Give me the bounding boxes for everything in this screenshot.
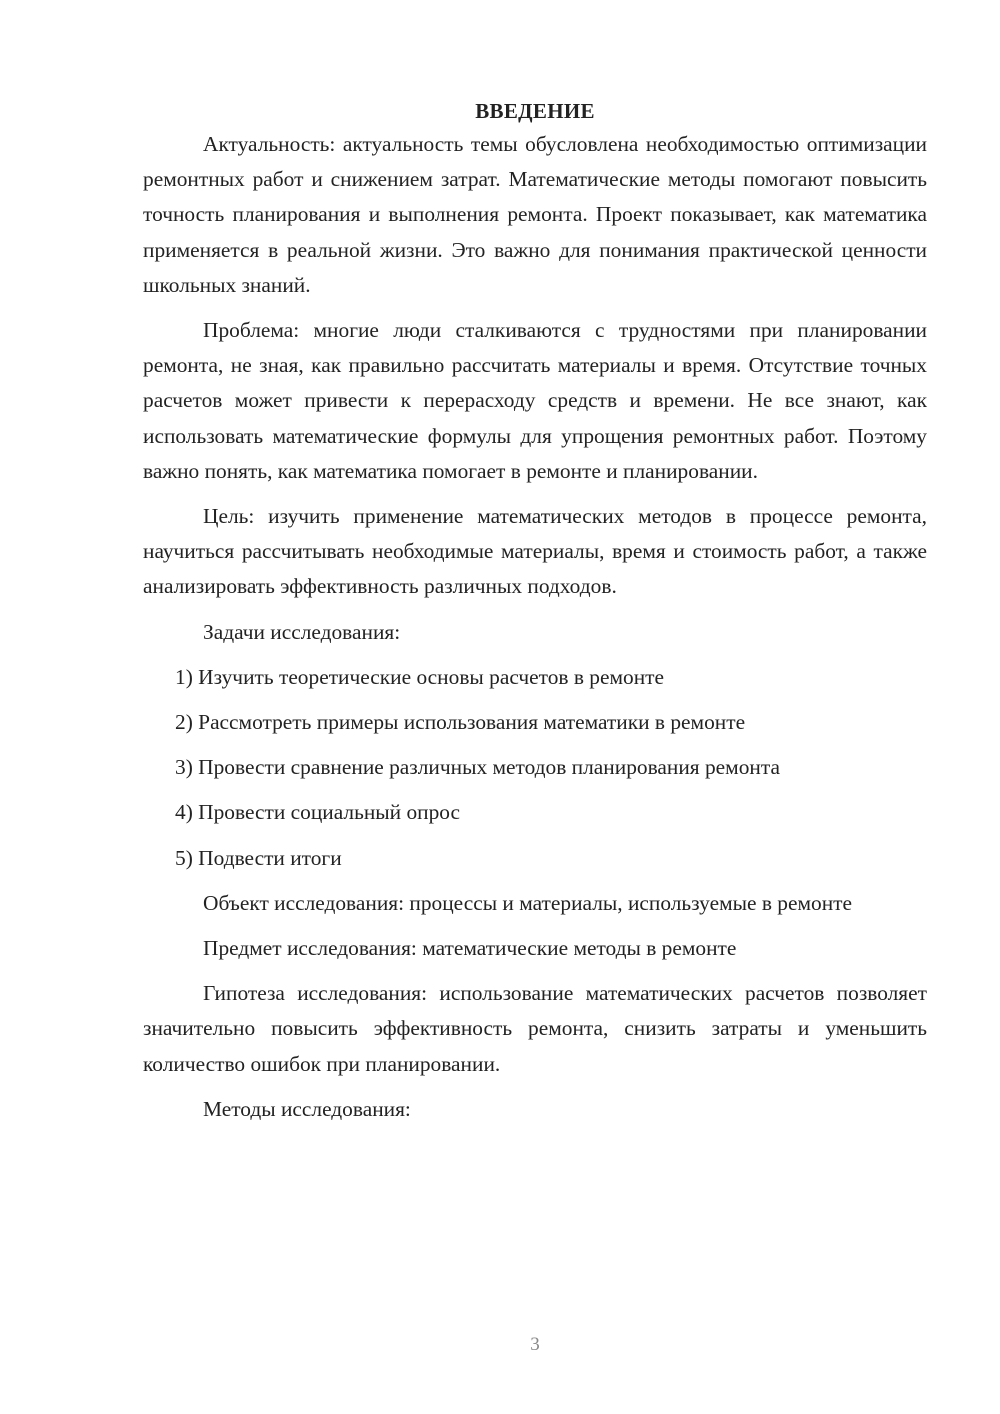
paragraph-hypothesis: Гипотеза исследования: использование математических расчетов позволяет значительно повысить эффективность ремонта, снизить затраты и уменьшить количество ошибок при планировании. — [143, 981, 927, 1076]
methods-heading: Методы исследования: — [203, 1096, 411, 1121]
paragraph-subject: Предмет исследования: математические методы в ремонте — [203, 936, 737, 961]
page-number: 3 — [530, 1334, 540, 1355]
task-item: 2) Рассмотреть примеры использования математики в ремонте — [175, 710, 746, 735]
paragraph-relevance: Актуальность: актуальность темы обусловлена необходимостью оптимизации ремонтных работ и снижением затрат. Математические методы помогают повысить точность планирования и выполнения ремонта. Проект показывает, как математика применяется в реальной жизни. Это важно для понимания практической ценности школьных знаний. — [143, 132, 927, 297]
task-item: 1) Изучить теоретические основы расчетов в ремонте — [175, 664, 665, 689]
section-title: ВВЕДЕНИЕ — [475, 99, 595, 123]
task-item: 5) Подвести итоги — [175, 845, 342, 870]
paragraph-goal: Цель: изучить применение математических методов в процессе ремонта, научиться рассчитывать необходимые материалы, время и стоимость работ, а также анализировать эффективность различных подходов. — [143, 504, 927, 599]
tasks-heading: Задачи исследования: — [203, 619, 401, 644]
page-content — [143, 95, 927, 1127]
paragraph-object: Объект исследования: процессы и материалы, используемые в ремонте — [203, 890, 852, 915]
paragraph-problem: Проблема: многие люди сталкиваются с трудностями при планировании ремонта, не зная, как правильно рассчитать материалы и время. Отсутствие точных расчетов может привести к перерасходу средств и времени. Не все знают, как использовать математические формулы для упрощения ремонтных работ. Поэтому важно понять, как математика помогает в ремонте и планировании. — [143, 318, 927, 483]
task-item: 4) Провести социальный опрос — [175, 800, 461, 825]
task-item: 3) Провести сравнение различных методов планирования ремонта — [175, 755, 780, 780]
